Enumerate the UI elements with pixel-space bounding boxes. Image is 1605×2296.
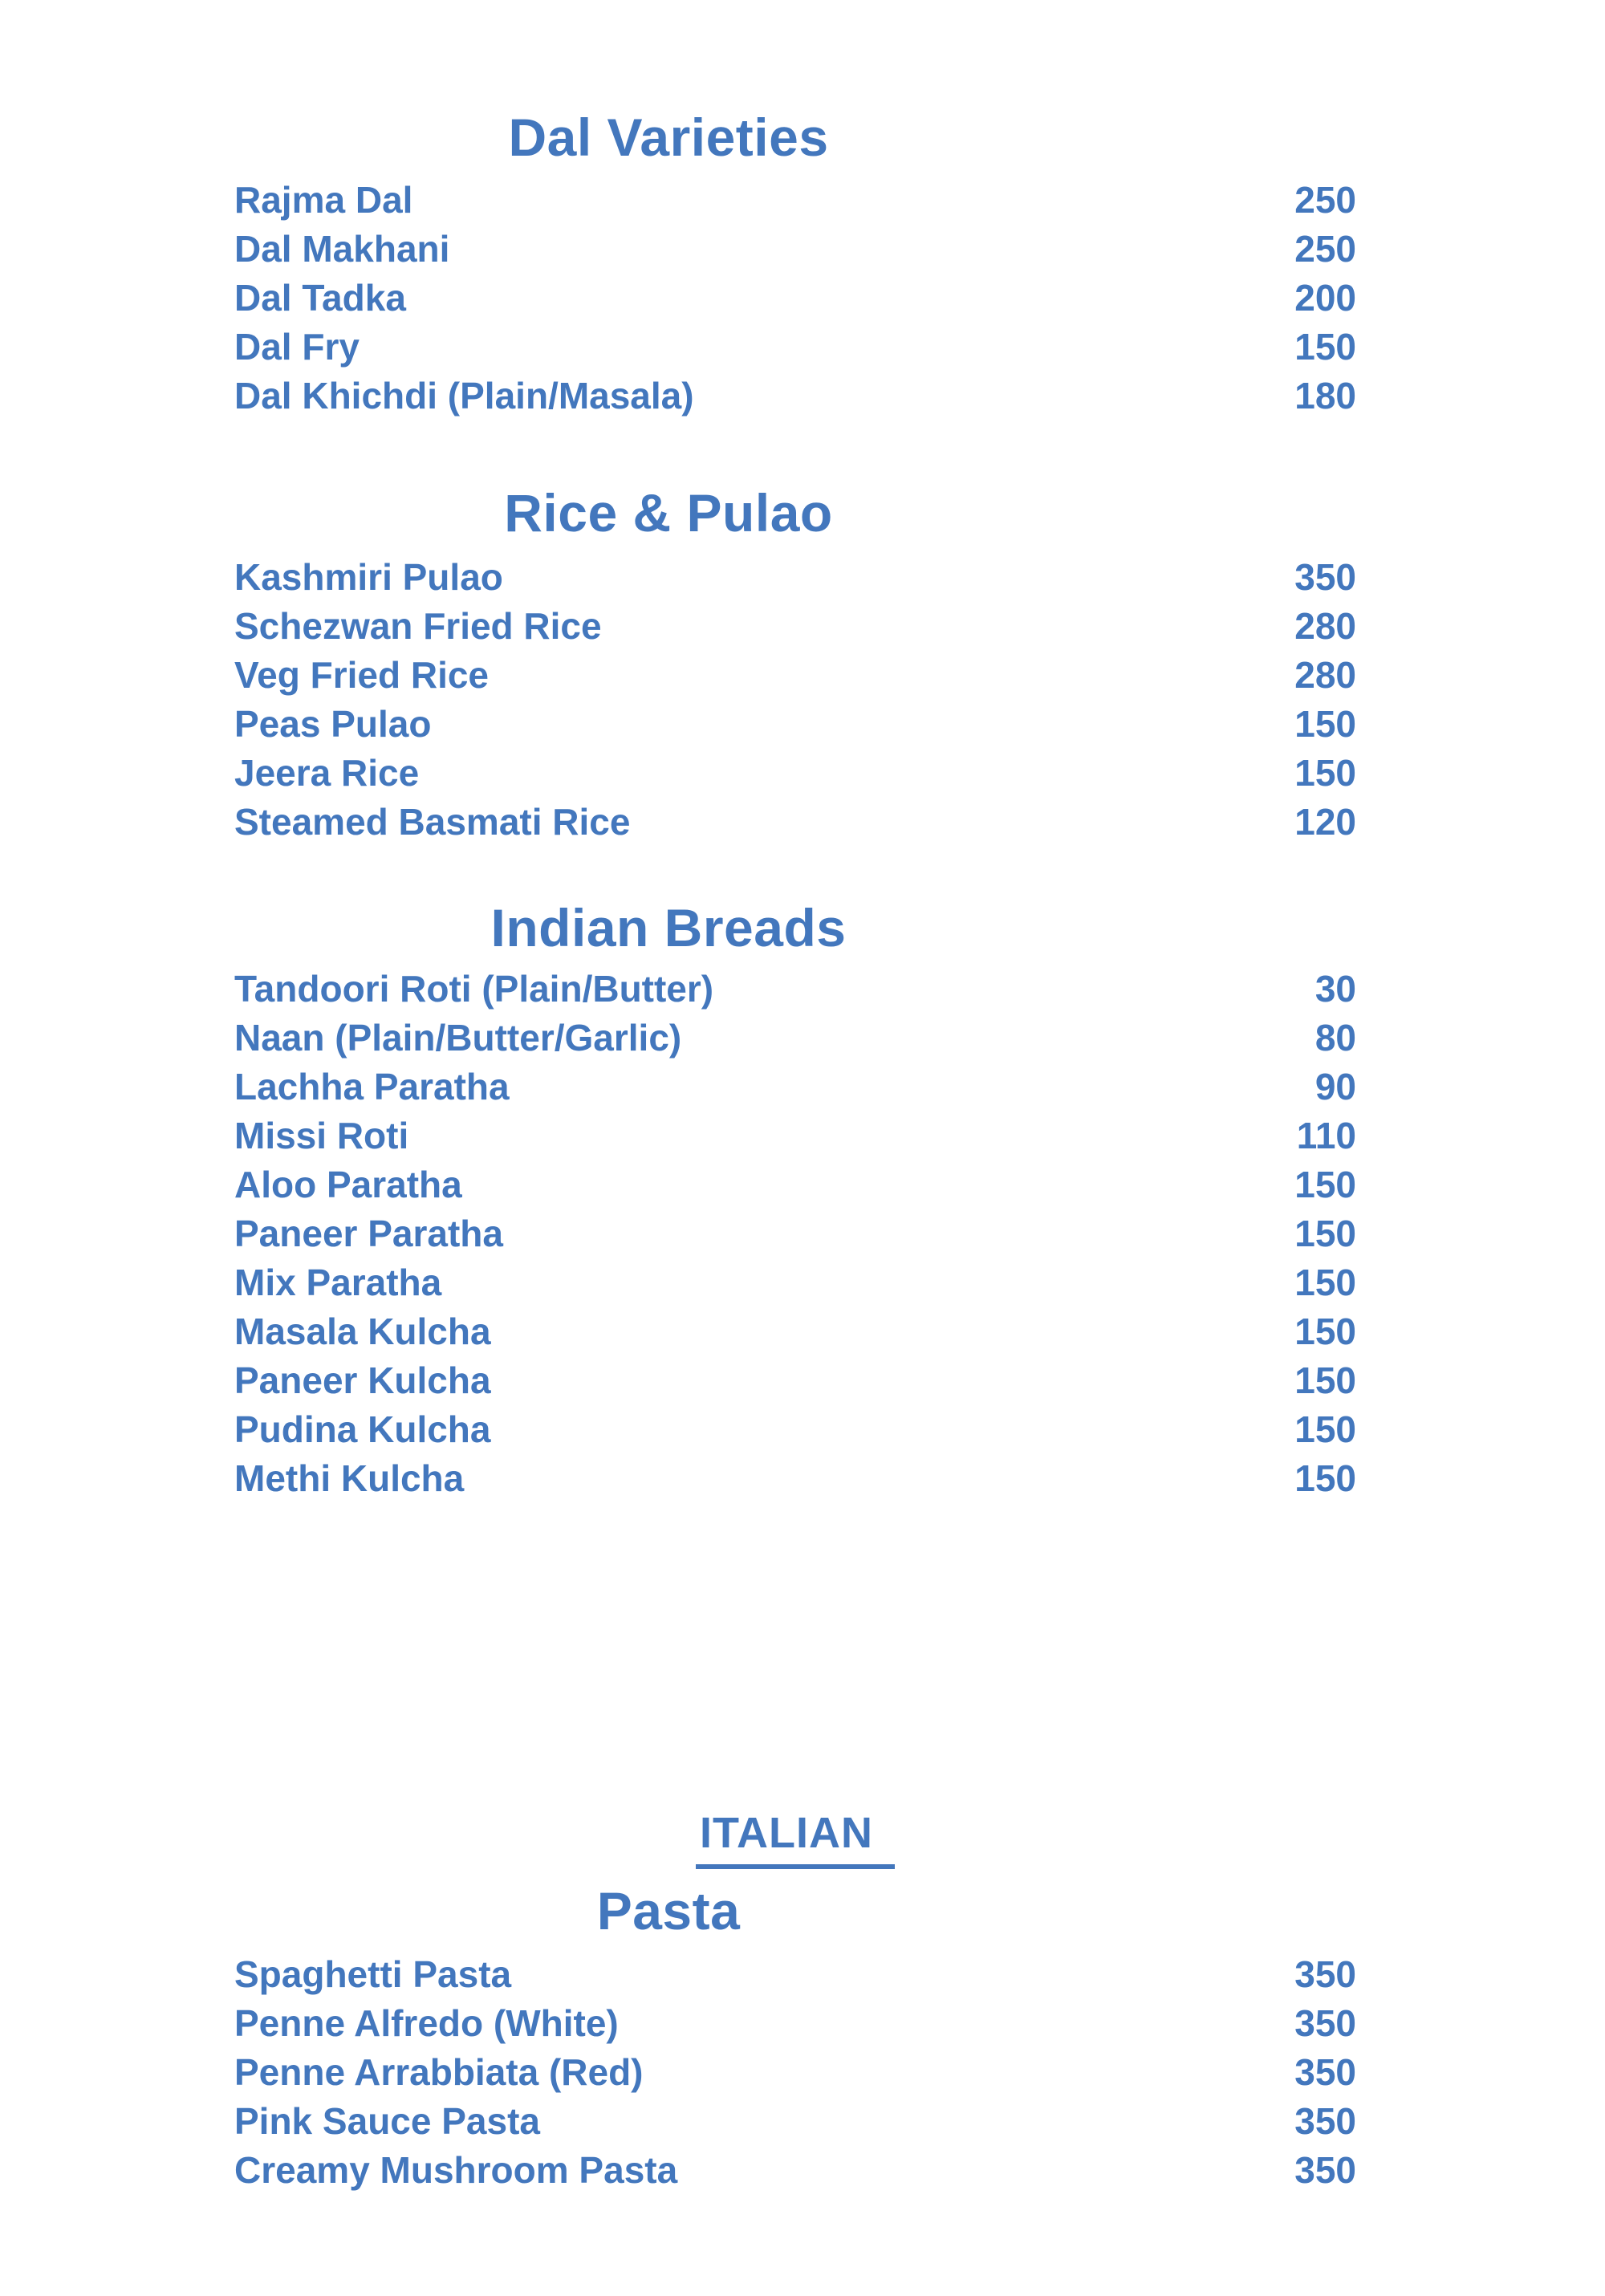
item-name: Tandoori Roti (Plain/Butter)	[234, 968, 714, 1010]
item-name: Dal Fry	[234, 326, 360, 368]
item-list-pasta	[234, 1950, 1356, 2195]
item-price: 150	[1294, 1311, 1356, 1352]
item-price: 90	[1314, 1066, 1356, 1107]
item-price: 350	[1294, 2051, 1356, 2093]
menu-item-row	[234, 700, 1356, 749]
section-indian-breads	[234, 897, 1356, 1503]
item-name: Penne Alfredo (White)	[234, 2002, 619, 2044]
item-price: 280	[1294, 605, 1356, 647]
item-price: 150	[1294, 1408, 1356, 1450]
item-name: Paneer Kulcha	[234, 1359, 491, 1401]
item-price: 120	[1294, 801, 1356, 843]
menu-item-row	[234, 372, 1356, 421]
item-name: Dal Makhani	[234, 228, 450, 270]
item-name: Aloo Paratha	[234, 1164, 462, 1205]
menu-item-row	[234, 602, 1356, 651]
menu-item-row	[234, 2048, 1356, 2097]
item-name: Lachha Paratha	[234, 1066, 510, 1107]
section-italian	[234, 1808, 1356, 2195]
item-name: Dal Khichdi (Plain/Masala)	[234, 375, 694, 417]
item-name: Masala Kulcha	[234, 1311, 491, 1352]
item-price: 150	[1294, 326, 1356, 368]
menu-item-row	[234, 1307, 1356, 1356]
menu-item-row	[234, 1258, 1356, 1307]
menu-item-row	[234, 965, 1356, 1014]
menu-item-row	[234, 2146, 1356, 2195]
item-name: Creamy Mushroom Pasta	[234, 2149, 678, 2191]
section-title-indian-breads: Indian Breads	[490, 898, 847, 957]
item-name: Missi Roti	[234, 1115, 409, 1156]
section-dal-varieties	[234, 107, 1356, 421]
italian-heading: ITALIAN	[696, 1808, 895, 1869]
item-price: 350	[1294, 1953, 1356, 1995]
item-price: 150	[1294, 1262, 1356, 1303]
item-price: 150	[1294, 703, 1356, 745]
item-price: 350	[1294, 2002, 1356, 2044]
menu-item-row	[234, 176, 1356, 225]
item-price: 110	[1296, 1115, 1356, 1156]
menu-item-row	[234, 1999, 1356, 2048]
item-price: 350	[1294, 2100, 1356, 2142]
menu-item-row	[234, 749, 1356, 798]
item-name: Dal Tadka	[234, 277, 406, 319]
item-name: Paneer Paratha	[234, 1213, 503, 1254]
menu-item-row	[234, 1160, 1356, 1209]
item-name: Rajma Dal	[234, 179, 413, 221]
menu-item-row	[234, 274, 1356, 323]
item-name: Pink Sauce Pasta	[234, 2100, 540, 2142]
item-price: 180	[1294, 375, 1356, 417]
section-rice-pulao	[234, 482, 1356, 847]
item-list-dal-varieties	[234, 176, 1356, 421]
item-name: Spaghetti Pasta	[234, 1953, 512, 1995]
item-name: Steamed Basmati Rice	[234, 801, 631, 843]
item-price: 280	[1294, 654, 1356, 696]
menu-item-row	[234, 2097, 1356, 2146]
item-list-rice-pulao	[234, 553, 1356, 847]
item-name: Pudina Kulcha	[234, 1408, 491, 1450]
item-name: Penne Arrabbiata (Red)	[234, 2051, 644, 2093]
menu-item-row	[234, 1014, 1356, 1063]
item-name: Jeera Rice	[234, 752, 420, 794]
menu-item-row	[234, 1063, 1356, 1111]
item-name: Methi Kulcha	[234, 1457, 465, 1499]
item-price: 150	[1294, 752, 1356, 794]
item-price: 150	[1294, 1359, 1356, 1401]
item-name: Mix Paratha	[234, 1262, 442, 1303]
menu-item-row	[234, 1356, 1356, 1405]
item-price: 30	[1314, 968, 1356, 1010]
menu-item-row	[234, 1111, 1356, 1160]
menu-item-row	[234, 1454, 1356, 1503]
menu-item-row	[234, 1209, 1356, 1258]
item-price: 250	[1294, 179, 1356, 221]
italian-heading-line	[234, 1808, 1356, 1869]
item-list-indian-breads	[234, 965, 1356, 1503]
item-name: Naan (Plain/Butter/Garlic)	[234, 1017, 682, 1059]
menu-item-row	[234, 1405, 1356, 1454]
item-name: Schezwan Fried Rice	[234, 605, 602, 647]
menu-item-row	[234, 1950, 1356, 1999]
menu-item-row	[234, 553, 1356, 602]
item-name: Kashmiri Pulao	[234, 556, 503, 598]
item-price: 80	[1314, 1017, 1356, 1059]
item-price: 350	[1294, 556, 1356, 598]
section-title-dal-varieties: Dal Varieties	[508, 108, 829, 167]
item-name: Peas Pulao	[234, 703, 432, 745]
menu-item-row	[234, 651, 1356, 700]
item-price: 150	[1294, 1164, 1356, 1205]
item-price: 200	[1294, 277, 1356, 319]
item-price: 250	[1294, 228, 1356, 270]
item-price: 150	[1294, 1213, 1356, 1254]
item-price: 150	[1294, 1457, 1356, 1499]
menu-item-row	[234, 798, 1356, 847]
pasta-subheading: Pasta	[596, 1881, 741, 1940]
menu-item-row	[234, 323, 1356, 372]
item-name: Veg Fried Rice	[234, 654, 490, 696]
section-title-rice-pulao: Rice & Pulao	[504, 483, 833, 543]
item-price: 350	[1294, 2149, 1356, 2191]
menu-item-row	[234, 225, 1356, 274]
